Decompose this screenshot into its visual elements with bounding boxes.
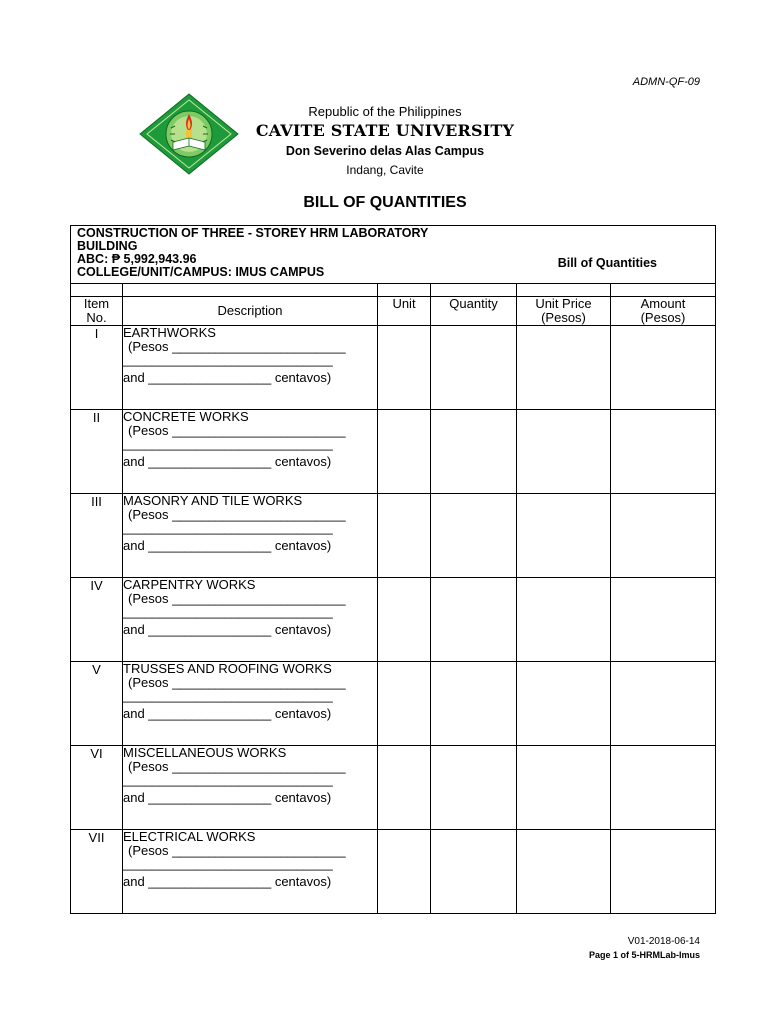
university-name: CAVITE STATE UNIVERSITY — [255, 121, 515, 140]
header-description: Description — [123, 297, 378, 326]
item-category: MASONRY AND TILE WORKS — [123, 493, 303, 508]
item-description — [123, 494, 378, 578]
column-header-row — [71, 297, 716, 326]
table-row — [71, 578, 716, 662]
quantity-cell[interactable] — [431, 662, 517, 746]
centavos-blank: and _________________ centavos) — [123, 370, 332, 385]
table-row — [71, 494, 716, 578]
project-college: COLLEGE/UNIT/CAMPUS: IMUS CAMPUS — [77, 265, 325, 279]
unit-cell[interactable] — [378, 746, 431, 830]
item-description — [123, 326, 378, 410]
item-number: III — [71, 494, 123, 578]
quantity-cell[interactable] — [431, 410, 517, 494]
item-description — [123, 830, 378, 914]
item-number: IV — [71, 578, 123, 662]
header-unit-price: Unit Price (Pesos) — [517, 297, 611, 326]
amount-cell[interactable] — [611, 494, 716, 578]
item-description — [123, 578, 378, 662]
unit-price-cell[interactable] — [517, 830, 611, 914]
centavos-blank: and _________________ centavos) — [123, 454, 332, 469]
unit-cell[interactable] — [378, 326, 431, 410]
project-abc: ABC: ₱ 5,992,943.96 — [77, 252, 197, 266]
pesos-blank: (Pesos ________________________ — [128, 590, 346, 606]
project-info — [71, 226, 716, 284]
form-code: ADMN-QF-09 — [632, 76, 700, 88]
quantity-cell[interactable] — [431, 830, 517, 914]
unit-cell[interactable] — [378, 662, 431, 746]
project-title-line2: BUILDING — [77, 239, 138, 253]
table-row — [71, 410, 716, 494]
amount-words-blank: _____________________________ — [123, 352, 333, 367]
republic-line: Republic of the Philippines — [308, 104, 462, 119]
pesos-blank: (Pesos ________________________ — [128, 338, 346, 354]
amount-words-blank: _____________________________ — [123, 856, 333, 871]
centavos-blank: and _________________ centavos) — [123, 790, 332, 805]
town-name: Indang, Cavite — [346, 163, 424, 177]
amount-cell[interactable] — [611, 326, 716, 410]
pesos-blank: (Pesos ________________________ — [128, 422, 346, 438]
centavos-blank: and _________________ centavos) — [123, 706, 332, 721]
unit-cell[interactable] — [378, 830, 431, 914]
quantity-cell[interactable] — [431, 746, 517, 830]
header-quantity: Quantity — [431, 297, 517, 326]
unit-price-cell[interactable] — [517, 410, 611, 494]
item-description — [123, 662, 378, 746]
table-row — [71, 326, 716, 410]
item-description — [123, 746, 378, 830]
document-title: BILL OF QUANTITIES — [303, 194, 467, 211]
header-amount: Amount (Pesos) — [611, 297, 716, 326]
unit-cell[interactable] — [378, 494, 431, 578]
project-title-line1: CONSTRUCTION OF THREE - STOREY HRM LABORATORY — [77, 226, 429, 240]
table-row — [71, 746, 716, 830]
page-number: Page 1 of 5-HRMLab-Imus — [588, 950, 700, 960]
unit-price-cell[interactable] — [517, 662, 611, 746]
bill-of-quantities-table — [70, 225, 716, 914]
amount-words-blank: _____________________________ — [123, 604, 333, 619]
boq-label: Bill of Quantities — [557, 256, 657, 270]
item-description — [123, 410, 378, 494]
item-category: CONCRETE WORKS — [123, 409, 249, 424]
quantity-cell[interactable] — [431, 578, 517, 662]
centavos-blank: and _________________ centavos) — [123, 874, 332, 889]
item-category: ELECTRICAL WORKS — [123, 829, 256, 844]
header-unit: Unit — [378, 297, 431, 326]
item-category: CARPENTRY WORKS — [123, 577, 256, 592]
campus-name: Don Severino delas Alas Campus — [285, 144, 485, 158]
item-number: V — [71, 662, 123, 746]
unit-price-cell[interactable] — [517, 494, 611, 578]
unit-price-cell[interactable] — [517, 326, 611, 410]
version-code: V01-2018-06-14 — [627, 936, 700, 947]
amount-cell[interactable] — [611, 578, 716, 662]
item-number: VI — [71, 746, 123, 830]
pesos-blank: (Pesos ________________________ — [128, 842, 346, 858]
table-row — [71, 830, 716, 914]
amount-words-blank: _____________________________ — [123, 436, 333, 451]
unit-price-cell[interactable] — [517, 746, 611, 830]
table-row — [71, 662, 716, 746]
quantity-cell[interactable] — [431, 494, 517, 578]
item-number: I — [71, 326, 123, 410]
centavos-blank: and _________________ centavos) — [123, 622, 332, 637]
amount-cell[interactable] — [611, 746, 716, 830]
item-number: VII — [71, 830, 123, 914]
centavos-blank: and _________________ centavos) — [123, 538, 332, 553]
amount-words-blank: _____________________________ — [123, 772, 333, 787]
item-number: II — [71, 410, 123, 494]
university-seal-icon — [138, 92, 240, 176]
pesos-blank: (Pesos ________________________ — [128, 674, 346, 690]
unit-cell[interactable] — [378, 578, 431, 662]
amount-cell[interactable] — [611, 662, 716, 746]
item-category: EARTHWORKS — [123, 325, 216, 340]
amount-cell[interactable] — [611, 830, 716, 914]
amount-cell[interactable] — [611, 410, 716, 494]
quantity-cell[interactable] — [431, 326, 517, 410]
amount-words-blank: _____________________________ — [123, 688, 333, 703]
amount-words-blank: _____________________________ — [123, 520, 333, 535]
unit-price-cell[interactable] — [517, 578, 611, 662]
header-item: Item No. — [71, 297, 123, 326]
spacer-row — [71, 284, 716, 297]
unit-cell[interactable] — [378, 410, 431, 494]
pesos-blank: (Pesos ________________________ — [128, 506, 346, 522]
pesos-blank: (Pesos ________________________ — [128, 758, 346, 774]
item-category: MISCELLANEOUS WORKS — [123, 745, 287, 760]
item-category: TRUSSES AND ROOFING WORKS — [123, 661, 332, 676]
